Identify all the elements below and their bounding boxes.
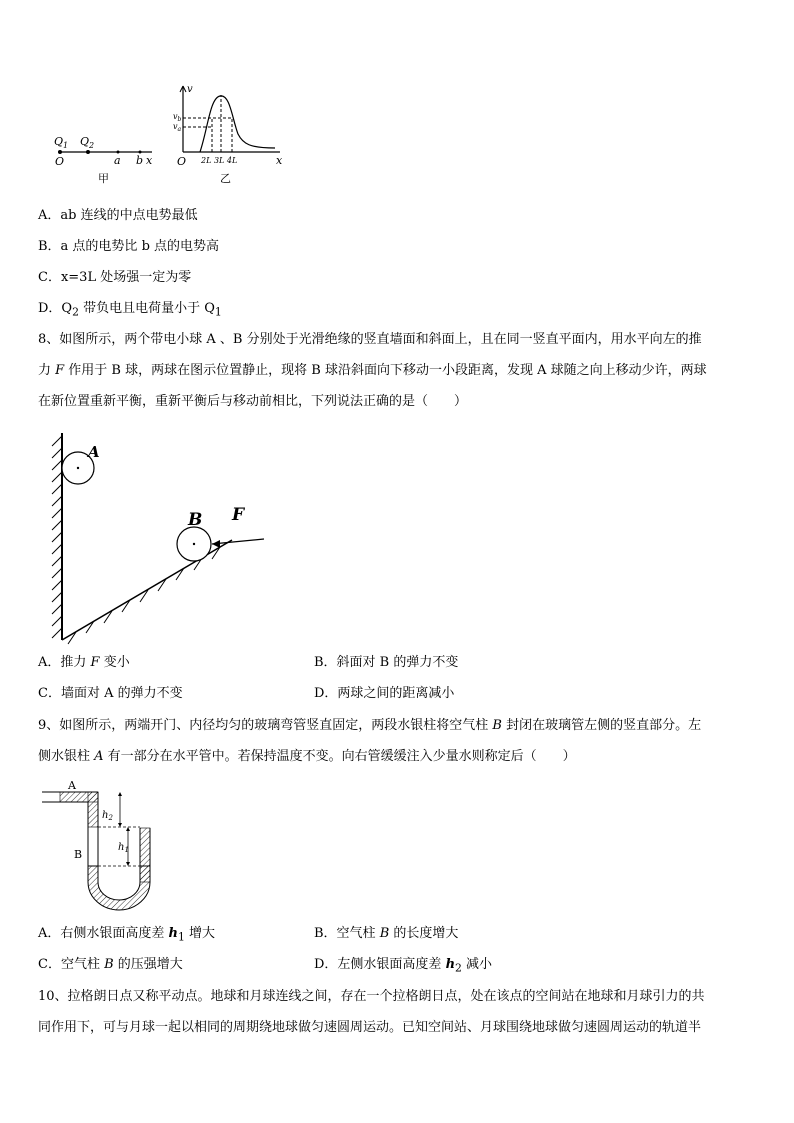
q8-option-c: C．墙面对 A 的弹力不变 [38, 686, 183, 701]
q7-option-d: D．$Q_2$ 带负电且电荷量小于 $Q_1$ [38, 301, 222, 319]
q7-option-c: C．x=3L 处场强一定为零 [38, 270, 192, 285]
q8-option-a: A．推力 F 变小 [38, 655, 130, 670]
q10-stem-line1: 10、拉格朗日点又称平动点。地球和月球连线之间，存在一个拉格朗日点，处在该点的空间站在地球和月球引力的共 [38, 989, 705, 1004]
q9-option-c: C．空气柱 B 的压强增大 [38, 957, 183, 972]
svg-text:x: x [146, 154, 153, 167]
svg-text:甲: 甲 [98, 172, 109, 185]
svg-text:A: A [88, 443, 100, 461]
figure-jia [54, 135, 153, 185]
q10-stem-line2: 同作用下，可与月球一起以相同的周期绕地球做匀速圆周运动。已知空间站、月球围绕地球做匀速圆周运动的轨道半 [38, 1020, 702, 1035]
svg-text:O: O [177, 155, 187, 168]
q9-option-b: B．空气柱 B 的长度增大 [314, 926, 459, 941]
figure-u-tube [38, 778, 158, 918]
figure-yi [173, 84, 283, 185]
q9-stem-line1: 9、如图所示，两端开门、内径均匀的玻璃弯管竖直固定，两段水银柱将空气柱 B 封闭在玻璃管左侧的竖直部分。左 [38, 718, 702, 733]
svg-text:B: B [188, 510, 203, 530]
q9-stem-line2: 侧水银柱 A 有一部分在水平管中。若保持温度不变。向右管缓缓注入少量水则称定后（ ） [38, 749, 576, 764]
q8-stem-line1: 8、如图所示，两个带电小球 A 、B 分别处于光滑绝缘的竖直墙面和斜面上，且在同一竖直平面内，用水平向左的推 [38, 332, 702, 347]
q7-option-b: B．a 点的电势比 b 点的电势高 [38, 239, 220, 254]
svg-text:乙: 乙 [220, 172, 231, 185]
svg-text:vb: $v_b$ [173, 112, 182, 123]
q8-option-b: B．斜面对 B 的弹力不变 [314, 655, 459, 670]
svg-text:B: B [74, 848, 83, 861]
q9-option-d: D．左侧水银面高度差 $h_2$ 减小 [314, 957, 493, 975]
svg-text:b: b [136, 154, 144, 167]
svg-text:a: a [114, 154, 121, 167]
svg-text:v: v [187, 84, 193, 95]
svg-text:Q2: $Q_2$ [80, 135, 95, 150]
q8-stem-line2: 力 F 作用于 B 球，两球在图示位置静止，现将 B 球沿斜面向下移动一小段距离，发现 A 球随之向上移动少许，两球 [38, 363, 707, 378]
q8-option-d: D．两球之间的距离减小 [314, 686, 455, 701]
q7-option-a: A．ab 连线的中点电势最低 [38, 208, 198, 223]
svg-text:2L 3L 4L: 2L 3L 4L [201, 156, 238, 165]
svg-text:F: F [232, 505, 245, 525]
q9-option-a: A．右侧水银面高度差 $h_1$ 增大 [38, 926, 216, 944]
svg-text:h1: $h_1$ [118, 842, 129, 854]
svg-text:va: $v_a$ [173, 122, 182, 133]
mercury-bottom [88, 866, 150, 910]
figure-wall-incline [36, 428, 272, 648]
svg-text:O: O [55, 155, 65, 168]
svg-text:A: A [68, 779, 76, 792]
svg-text:h2: $h_2$ [102, 810, 113, 822]
q8-stem-line3: 在新位置重新平衡，重新平衡后与移动前相比，下列说法正确的是（ ） [38, 394, 468, 409]
svg-text:x: x [276, 154, 283, 167]
svg-text:Q1: $Q_1$ [54, 135, 69, 150]
figure-charge-and-velocity [40, 78, 310, 193]
